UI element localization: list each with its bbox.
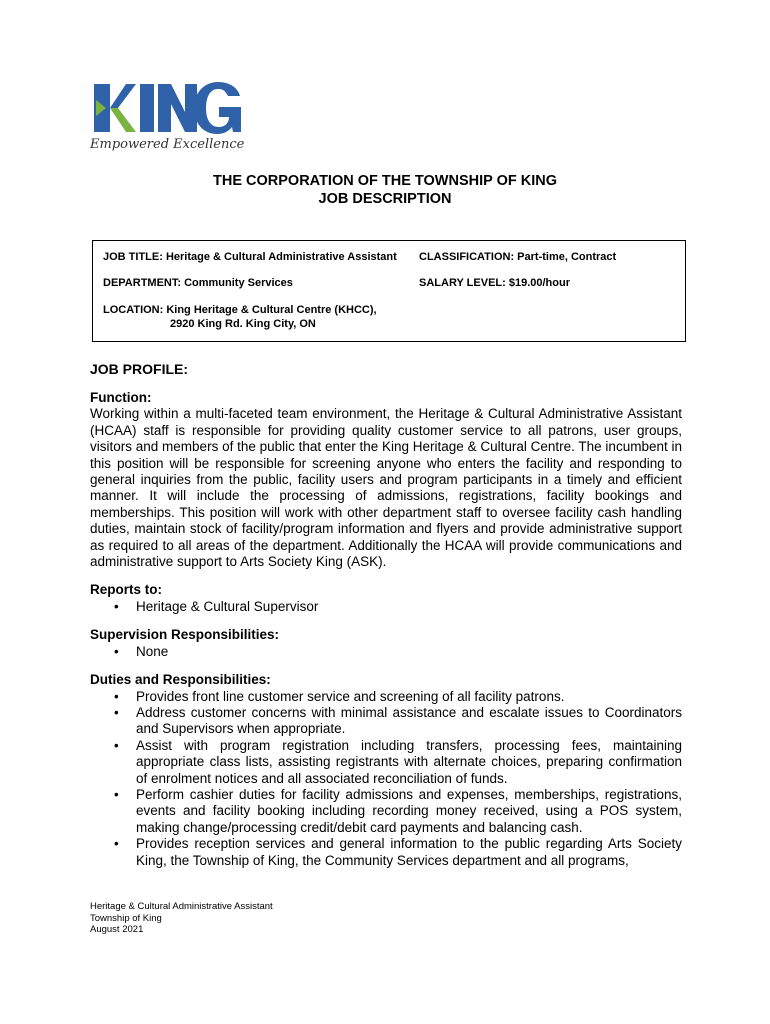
job-title: JOB TITLE: Heritage & Cultural Administrative Assistant [103,251,397,263]
department: DEPARTMENT: Community Services [103,277,293,289]
function-heading: Function: [90,390,152,405]
supervision-heading: Supervision Responsibilities: [90,627,280,643]
supervision-list [90,644,682,660]
list-item: • Perform cashier duties for facility admissions and expenses, memberships, registrations, events and facility booking including recording money received, using a POS system, making change/processing credit/debit card payments and balancing cash. [114,786,682,835]
footer-position: Heritage & Cultural Administrative Assistant [90,901,273,912]
list-item: • Address customer concerns with minimal assistance and escalate issues to Coordinators and Supervisors when appropriate. [114,704,682,737]
job-info-box [92,240,686,342]
reports-list [90,599,682,615]
salary-level: SALARY LEVEL: $19.00/hour [419,277,570,289]
list-item: • Heritage & Cultural Supervisor [114,598,319,614]
reports-heading: Reports to: [90,582,162,598]
duties-heading: Duties and Responsibilities: [90,672,271,688]
job-profile-content [90,390,682,869]
page-footer [90,901,273,936]
document-header [0,172,770,208]
header-doc-type: JOB DESCRIPTION [318,191,452,207]
classification: CLASSIFICATION: Part-time, Contract [419,251,617,263]
logo-tagline: Empowered Excellence [90,137,245,152]
location: LOCATION: King Heritage & Cultural Centre (KHCC), [103,304,377,316]
footer-date: August 2021 [90,924,144,935]
list-item: • Provides front line customer service and screening of all facility patrons. [114,688,565,704]
location-address: 2920 King Rd. King City, ON [170,318,316,330]
function-text: Working within a multi-faceted team environment, the Heritage & Cultural Administrative Assistant (HCAA) staff is responsible for providing quality customer service to all patrons, user groups, visitors and members of the public that enter the King Heritage & Cultural Centre. The incumbent in this position will be responsible for screening anyone who enters the facility and responding to general inquiries from the public, facility users and program participants in a timely and efficient manner. It will include the processing of admissions, registrations, facility bookings and memberships. This position will work with other department staff to oversee facility cash handling duties, maintain stock of facility/program information and flyers and provide administrative support as required to all areas of the department. Additionally the HCAA will provide communications and administrative support to Arts Society King (ASK). [90,406,682,570]
list-item: • Assist with program registration including transfers, processing fees, maintaining appropriate class lists, assisting registrants with alternate choices, preparing confirmation of enrolment notices and all associated reconciliation of funds. [114,737,682,786]
king-logo-graphic [92,78,242,138]
list-item: • None [114,643,169,659]
footer-organization: Township of King [90,912,162,924]
list-item: • Provides reception services and general information to the public regarding Arts Society King, the Township of King, the Community Services department and all programs, [114,836,682,868]
header-organization: THE CORPORATION OF THE TOWNSHIP OF KING [213,173,557,189]
duties-list [90,689,682,869]
job-profile-heading: JOB PROFILE: [90,361,189,377]
